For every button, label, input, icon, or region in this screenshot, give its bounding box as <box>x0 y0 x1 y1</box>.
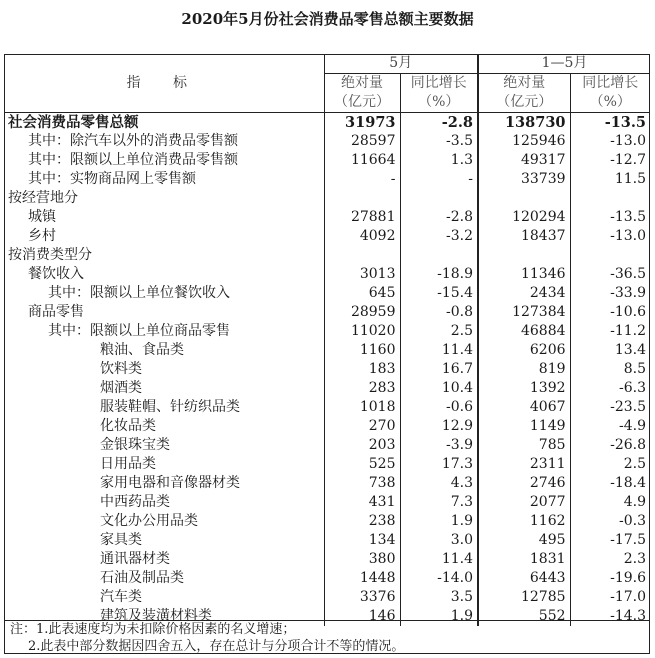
cell-may <box>324 246 400 265</box>
cell-ytd <box>478 189 570 208</box>
table-row <box>4 303 650 322</box>
cell-ytd: 1149 <box>478 417 570 436</box>
table-row <box>4 227 650 246</box>
header-yoy-label: 同比增长 <box>410 75 467 91</box>
header-group-may: 5月 <box>324 54 478 74</box>
cell-ytd-yoy: -11.2 <box>570 322 650 341</box>
cell-ytd: 2434 <box>478 284 570 303</box>
table-row <box>4 322 650 341</box>
row-label: 日用品类 <box>100 456 156 472</box>
cell-may-yoy <box>400 189 478 208</box>
cell-may-yoy: 11.4 <box>400 341 478 360</box>
cell-ytd-yoy: 8.5 <box>570 360 650 379</box>
cell-may: 238 <box>324 512 400 531</box>
row-label: 其中：限额以上单位商品零售 <box>48 323 230 339</box>
page-title: 2020年5月份社会消费品零售总额主要数据 <box>181 10 474 28</box>
table-row <box>4 588 650 607</box>
cell-may-yoy: 1.9 <box>400 607 478 626</box>
cell-may-yoy: 12.9 <box>400 417 478 436</box>
header-abs-label: 绝对量 <box>503 75 546 91</box>
header-group-jan-may: 1—5月 <box>478 54 650 74</box>
row-label: 中西药品类 <box>100 494 170 510</box>
cell-ytd-yoy: -13.0 <box>570 132 650 151</box>
table-row <box>4 208 650 227</box>
table-row <box>4 189 650 208</box>
cell-may-yoy: -0.8 <box>400 303 478 322</box>
footnote-2: 2.此表中部分数据因四舍五入，存在总计与分项合计不等的情况。 <box>28 639 405 654</box>
footnotes <box>4 620 650 654</box>
header-indicator: 指 标 <box>126 74 201 91</box>
cell-ytd: 46884 <box>478 322 570 341</box>
cell-ytd-yoy: 2.5 <box>570 455 650 474</box>
table-row <box>4 417 650 436</box>
cell-ytd: 2746 <box>478 474 570 493</box>
row-label: 城镇 <box>28 209 56 225</box>
cell-ytd: 1162 <box>478 512 570 531</box>
cell-ytd-yoy: -17.0 <box>570 588 650 607</box>
cell-ytd-yoy: 4.9 <box>570 493 650 512</box>
footnote-1: 注：1.此表速度均为未扣除价格因素的名义增速； <box>10 622 296 637</box>
cell-may-yoy: 17.3 <box>400 455 478 474</box>
row-label: 烟酒类 <box>100 380 142 396</box>
cell-ytd-yoy: 13.4 <box>570 341 650 360</box>
table-row <box>4 360 650 379</box>
header-may-abs <box>324 74 400 113</box>
cell-ytd-yoy: -23.5 <box>570 398 650 417</box>
table-row <box>4 379 650 398</box>
cell-may: 28959 <box>324 303 400 322</box>
cell-may-yoy: 3.5 <box>400 588 478 607</box>
table-row <box>4 341 650 360</box>
cell-may-yoy: 11.4 <box>400 550 478 569</box>
table-row <box>4 265 650 284</box>
cell-ytd: 6206 <box>478 341 570 360</box>
cell-may-yoy: 1.9 <box>400 512 478 531</box>
cell-ytd-yoy: -0.3 <box>570 512 650 531</box>
cell-may: 645 <box>324 284 400 303</box>
row-label: 服装鞋帽、针纺织品类 <box>100 399 240 415</box>
cell-may: 1160 <box>324 341 400 360</box>
row-label: 餐饮收入 <box>28 266 84 282</box>
cell-ytd: 120294 <box>478 208 570 227</box>
cell-ytd: 4067 <box>478 398 570 417</box>
row-label: 建筑及装潢材料类 <box>100 608 212 624</box>
cell-may-yoy: 3.0 <box>400 531 478 550</box>
cell-may: 11664 <box>324 151 400 170</box>
row-label: 粮油、食品类 <box>100 342 184 358</box>
cell-ytd-yoy: -10.6 <box>570 303 650 322</box>
row-label: 按经营地分 <box>8 190 78 206</box>
cell-ytd-yoy: -4.9 <box>570 417 650 436</box>
cell-may: 525 <box>324 455 400 474</box>
cell-ytd: 6443 <box>478 569 570 588</box>
row-label: 按消费类型分 <box>8 247 92 263</box>
table-row <box>4 246 650 265</box>
cell-ytd-yoy: -14.3 <box>570 607 650 626</box>
table-row <box>4 512 650 531</box>
cell-may: 11020 <box>324 322 400 341</box>
row-label: 文化办公用品类 <box>100 513 198 529</box>
row-label: 家用电器和音像器材类 <box>100 475 240 491</box>
cell-ytd <box>478 246 570 265</box>
header-ytd-abs <box>478 74 570 113</box>
cell-may: 4092 <box>324 227 400 246</box>
cell-ytd: 552 <box>478 607 570 626</box>
cell-ytd: 11346 <box>478 265 570 284</box>
cell-ytd: 2311 <box>478 455 570 474</box>
cell-ytd-yoy: 2.3 <box>570 550 650 569</box>
cell-may-yoy: 4.3 <box>400 474 478 493</box>
table-row <box>4 132 650 151</box>
cell-may <box>324 189 400 208</box>
row-label: 通讯器材类 <box>100 551 170 567</box>
cell-ytd-yoy: -26.8 <box>570 436 650 455</box>
cell-may-yoy: -18.9 <box>400 265 478 284</box>
cell-ytd-yoy: -6.3 <box>570 379 650 398</box>
row-label: 其中：实物商品网上零售额 <box>28 171 196 187</box>
cell-may-yoy: 1.3 <box>400 151 478 170</box>
cell-ytd-yoy <box>570 246 650 265</box>
table-row <box>4 170 650 189</box>
row-label: 饮料类 <box>100 361 142 377</box>
row-label: 石油及制品类 <box>100 570 184 586</box>
cell-ytd: 495 <box>478 531 570 550</box>
cell-may: 738 <box>324 474 400 493</box>
row-label: 商品零售 <box>28 304 84 320</box>
row-label: 金银珠宝类 <box>100 437 170 453</box>
table-row <box>4 493 650 512</box>
table-row <box>4 151 650 170</box>
cell-ytd: 125946 <box>478 132 570 151</box>
cell-ytd-yoy: -36.5 <box>570 265 650 284</box>
cell-ytd-yoy: -33.9 <box>570 284 650 303</box>
row-label: 汽车类 <box>100 589 142 605</box>
row-label: 其中：除汽车以外的消费品零售额 <box>28 133 238 149</box>
cell-may-yoy: - <box>400 170 478 189</box>
row-label: 乡村 <box>28 228 56 244</box>
table-row <box>4 113 650 133</box>
cell-may-yoy: -2.8 <box>400 113 478 133</box>
cell-may: 31973 <box>324 113 400 133</box>
header-may-yoy <box>400 74 478 113</box>
cell-may-yoy: -2.8 <box>400 208 478 227</box>
table-row <box>4 284 650 303</box>
cell-may-yoy: -14.0 <box>400 569 478 588</box>
cell-ytd: 1392 <box>478 379 570 398</box>
cell-ytd-yoy: 11.5 <box>570 170 650 189</box>
cell-may: 3376 <box>324 588 400 607</box>
cell-may: 27881 <box>324 208 400 227</box>
cell-ytd: 1831 <box>478 550 570 569</box>
row-label: 家具类 <box>100 532 142 548</box>
cell-ytd-yoy: -13.5 <box>570 113 650 133</box>
cell-may: - <box>324 170 400 189</box>
table-row <box>4 474 650 493</box>
cell-may-yoy: -3.2 <box>400 227 478 246</box>
row-label: 其中：限额以上单位消费品零售额 <box>28 152 238 168</box>
cell-ytd-yoy: -18.4 <box>570 474 650 493</box>
header-abs-unit: （亿元） <box>334 94 390 110</box>
data-table <box>4 54 650 626</box>
cell-ytd: 49317 <box>478 151 570 170</box>
cell-may-yoy <box>400 246 478 265</box>
cell-ytd: 2077 <box>478 493 570 512</box>
header-ytd-yoy <box>570 74 650 113</box>
cell-may: 380 <box>324 550 400 569</box>
cell-may-yoy: 2.5 <box>400 322 478 341</box>
table-row <box>4 455 650 474</box>
cell-ytd: 819 <box>478 360 570 379</box>
cell-ytd: 33739 <box>478 170 570 189</box>
cell-may: 283 <box>324 379 400 398</box>
header-yoy-unit: （%） <box>418 94 460 110</box>
row-label: 化妆品类 <box>100 418 156 434</box>
header-abs-label: 绝对量 <box>341 75 383 91</box>
cell-may: 1448 <box>324 569 400 588</box>
header-yoy-unit: （%） <box>589 94 631 110</box>
table-row <box>4 569 650 588</box>
cell-may: 134 <box>324 531 400 550</box>
cell-may-yoy: 7.3 <box>400 493 478 512</box>
cell-ytd: 18437 <box>478 227 570 246</box>
table-row <box>4 531 650 550</box>
table-row <box>4 436 650 455</box>
cell-may-yoy: 10.4 <box>400 379 478 398</box>
cell-may: 270 <box>324 417 400 436</box>
cell-may: 431 <box>324 493 400 512</box>
cell-may: 203 <box>324 436 400 455</box>
cell-may: 1018 <box>324 398 400 417</box>
cell-may-yoy: -0.6 <box>400 398 478 417</box>
cell-may: 183 <box>324 360 400 379</box>
cell-ytd: 127384 <box>478 303 570 322</box>
cell-ytd-yoy: -12.7 <box>570 151 650 170</box>
cell-ytd-yoy: -17.5 <box>570 531 650 550</box>
cell-may-yoy: 16.7 <box>400 360 478 379</box>
cell-may: 146 <box>324 607 400 626</box>
row-label: 社会消费品零售总额 <box>4 113 324 133</box>
table-row <box>4 398 650 417</box>
cell-ytd-yoy: -13.5 <box>570 208 650 227</box>
cell-ytd: 138730 <box>478 113 570 133</box>
header-yoy-label: 同比增长 <box>582 75 639 91</box>
row-label: 其中：限额以上单位餐饮收入 <box>48 285 230 301</box>
cell-may-yoy: -3.5 <box>400 132 478 151</box>
cell-may: 28597 <box>324 132 400 151</box>
cell-may-yoy: -3.9 <box>400 436 478 455</box>
table-row <box>4 550 650 569</box>
cell-may: 3013 <box>324 265 400 284</box>
cell-ytd: 12785 <box>478 588 570 607</box>
cell-ytd-yoy <box>570 189 650 208</box>
header-abs-unit: （亿元） <box>496 94 553 110</box>
cell-ytd-yoy: -13.0 <box>570 227 650 246</box>
cell-ytd: 785 <box>478 436 570 455</box>
cell-ytd-yoy: -19.6 <box>570 569 650 588</box>
cell-may-yoy: -15.4 <box>400 284 478 303</box>
